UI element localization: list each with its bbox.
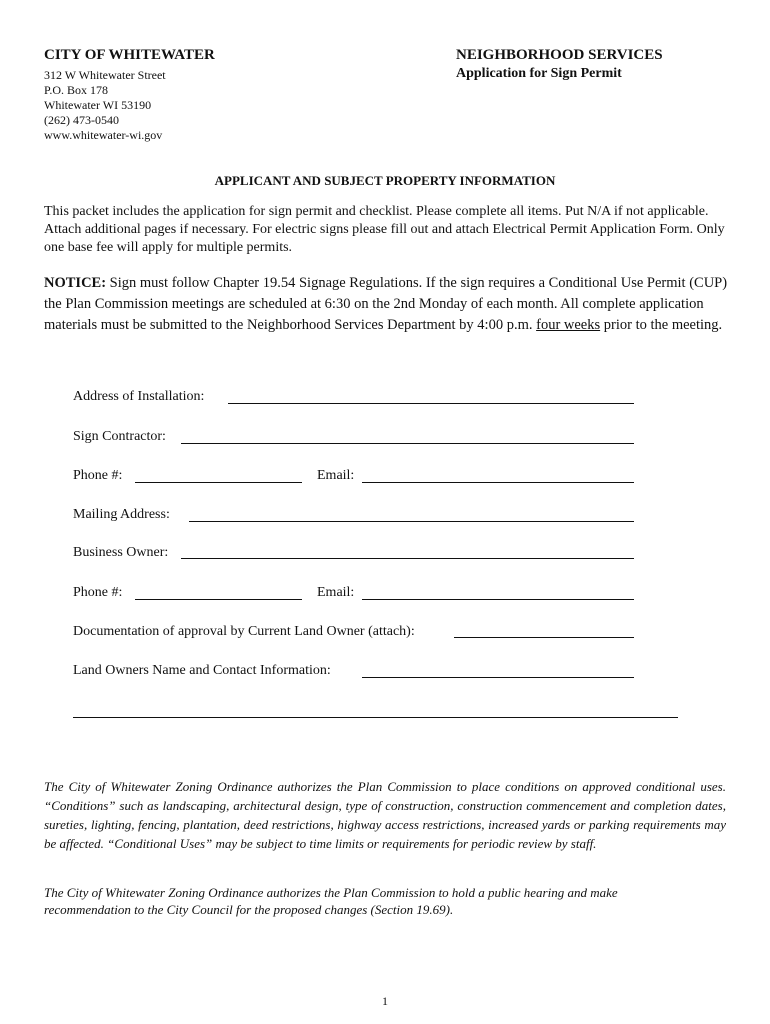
address-line: 312 W Whitewater Street xyxy=(44,68,166,82)
land-owner-label: Land Owners Name and Contact Information: xyxy=(73,663,331,678)
business-owner-field[interactable] xyxy=(181,557,634,559)
notice-text: Sign must follow Chapter 19.54 Signage Regulations. If the sign requires a Conditional Use Permit (CUP) the Plan Commission meetings are scheduled at 6:30 on the 2nd Monday of each month. All complete application materials must be submitted to the Neighborhood Services Department by 4:00 p.m. xyxy=(44,275,728,333)
sign-contractor-field[interactable] xyxy=(181,442,634,444)
notice-underlined: four weeks xyxy=(536,317,601,333)
notice-tail: prior to the meeting. xyxy=(600,317,723,333)
address-of-installation-label: Address of Installation: xyxy=(73,389,205,404)
address-line: Whitewater WI 53190 xyxy=(44,98,152,112)
phone-1-label: Phone #: xyxy=(73,468,123,483)
dept-name: NEIGHBORHOOD SERVICES xyxy=(456,47,663,63)
phone-1-field[interactable] xyxy=(135,481,302,483)
phone-2-label: Phone #: xyxy=(73,585,123,600)
intro-paragraph: This packet includes the application for sign permit and checklist. Please complete all items. Put N/A if not applicable. Attach additional pages if necessary. For electric signs please fill out and attach Electrical Permit Application Form. Only one base fee will apply for multiple permits. xyxy=(44,204,725,255)
documentation-label: Documentation of approval by Current Land Owner (attach): xyxy=(73,624,415,639)
email-2-label: Email: xyxy=(317,585,355,600)
org-address xyxy=(44,68,166,143)
page-number: 1 xyxy=(382,994,388,1008)
land-owner-field[interactable] xyxy=(362,676,634,678)
address-of-installation-field[interactable] xyxy=(228,402,634,404)
address-line: P.O. Box 178 xyxy=(44,83,109,97)
sign-contractor-label: Sign Contractor: xyxy=(73,429,166,444)
conditions-note: The City of Whitewater Zoning Ordinance authorizes the Plan Commission to place conditions on approved conditional uses. “Conditions” such as landscaping, architectural design, type of construction, construction commencement and completion dates, sureties, lighting, fencing, plantation, deed restrictions, highway access restrictions, increased yards or parking requirements may be affected. “Conditional Uses” may be subject to time limits or requirements for periodic review by staff. xyxy=(44,779,726,851)
email-2-field[interactable] xyxy=(362,598,634,600)
address-line: (262) 473-0540 xyxy=(44,113,119,127)
hearing-note: The City of Whitewater Zoning Ordinance authorizes the Plan Commission to hold a public hearing and make recommendation to the City Council for the proposed changes (Section 19.69). xyxy=(44,885,618,917)
mailing-address-field[interactable] xyxy=(189,520,634,522)
form-title: Application for Sign Permit xyxy=(456,66,622,81)
mailing-address-label: Mailing Address: xyxy=(73,507,170,522)
email-1-field[interactable] xyxy=(362,481,634,483)
business-owner-label: Business Owner: xyxy=(73,545,169,560)
phone-2-field[interactable] xyxy=(135,598,302,600)
section-title: APPLICANT AND SUBJECT PROPERTY INFORMATION xyxy=(214,173,556,188)
documentation-field[interactable] xyxy=(454,636,634,638)
address-line: www.whitewater-wi.gov xyxy=(44,128,163,142)
org-name: CITY OF WHITEWATER xyxy=(44,47,215,63)
notice-label: NOTICE: xyxy=(44,275,107,291)
land-owner-extra-line[interactable] xyxy=(73,716,678,718)
notice-paragraph xyxy=(44,273,734,336)
email-1-label: Email: xyxy=(317,468,355,483)
